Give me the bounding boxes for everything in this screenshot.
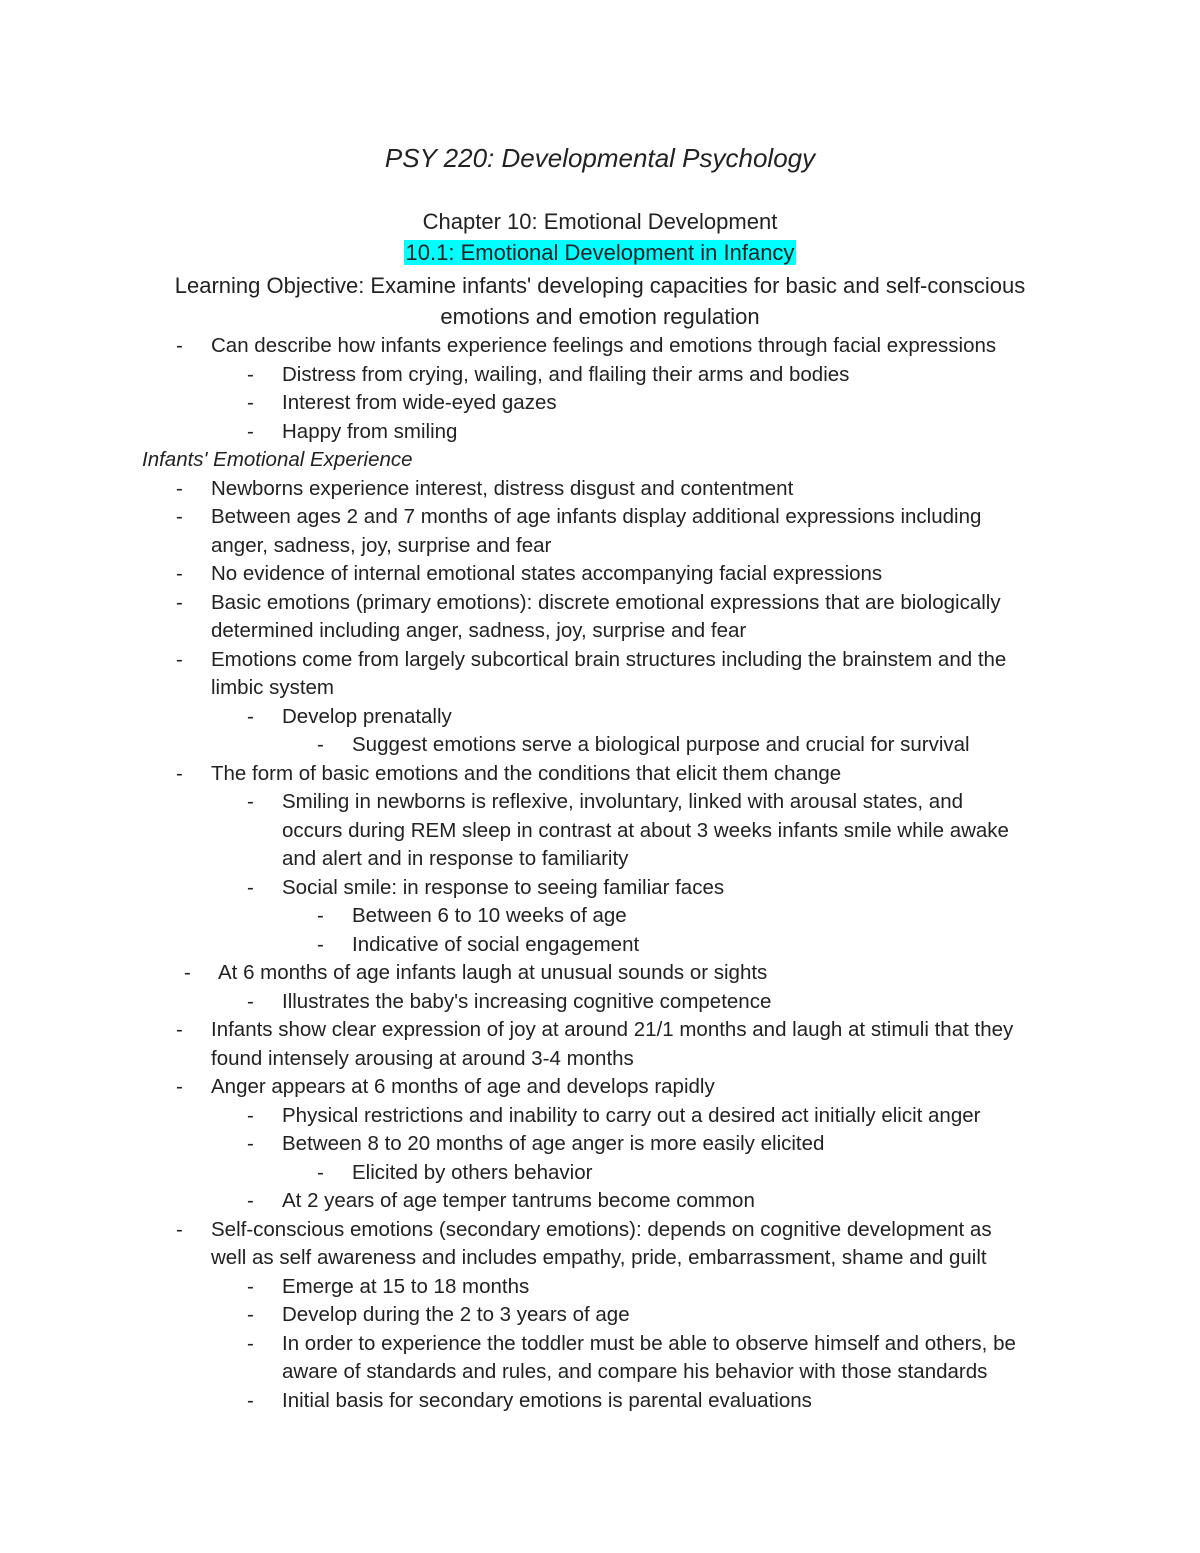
section-heading: 10.1: Emotional Development in Infancy: [405, 240, 795, 265]
bullet-dash: -: [247, 1189, 254, 1212]
outline-item-text: Basic emotions (primary emotions): discrete emotional expressions that are biologically: [211, 590, 1001, 614]
bullet-dash: -: [176, 505, 183, 528]
outline-item: [0, 1244, 1200, 1273]
outline-item: [0, 1301, 1200, 1330]
document-title: PSY 220: Developmental Psychology: [384, 143, 816, 173]
bullet-dash: -: [176, 334, 183, 357]
outline-item: [0, 475, 1200, 504]
outline-item: [0, 646, 1200, 675]
outline-item-text: Between 6 to 10 weeks of age: [352, 904, 627, 927]
outline-item: [0, 332, 1200, 361]
outline-item-text: Indicative of social engagement: [352, 932, 640, 956]
outline-item-text: Interest from wide-eyed gazes: [282, 391, 557, 414]
outline-item: [0, 361, 1200, 390]
outline-item-text: The form of basic emotions and the conditions that elicit them change: [211, 761, 842, 785]
outline-item-text: Can describe how infants experience feelings and emotions through facial expressions: [211, 334, 997, 357]
outline-item: [0, 845, 1200, 874]
outline-item-text: found intensely arousing at around 3-4 months: [211, 1046, 634, 1070]
outline-item: [0, 1073, 1200, 1102]
chapter-heading: Chapter 10: Emotional Development: [422, 209, 778, 234]
outline-item-text: Illustrates the baby's increasing cognitive competence: [282, 989, 772, 1013]
bullet-dash: -: [176, 562, 183, 585]
outline-item-text: At 2 years of age temper tantrums become common: [282, 1189, 755, 1212]
outline-item: [0, 788, 1200, 817]
bullet-dash: -: [247, 391, 254, 414]
outline-item-text: Develop prenatally: [282, 704, 452, 728]
bullet-dash: -: [176, 1075, 183, 1098]
bullet-dash: -: [317, 733, 324, 756]
outline-item-text: Distress from crying, wailing, and flailing their arms and bodies: [282, 362, 850, 386]
outline-item: [0, 731, 1200, 760]
outline-item-text: Between ages 2 and 7 months of age infants display additional expressions including: [211, 505, 982, 528]
bullet-dash: -: [317, 904, 324, 927]
outline-item: [0, 988, 1200, 1017]
outline-item: [0, 902, 1200, 931]
outline-item-text: and alert and in response to familiarity: [282, 847, 629, 870]
outline-item-text: Infants show clear expression of joy at around 21/1 months and laugh at stimuli that they: [211, 1018, 1014, 1041]
bullet-dash: -: [317, 932, 324, 956]
outline-item: [0, 503, 1200, 532]
outline-item-text: Smiling in newborns is reflexive, involuntary, linked with arousal states, and: [282, 790, 964, 813]
outline-item-text: anger, sadness, joy, surprise and fear: [211, 533, 552, 557]
outline-item-text: determined including anger, sadness, joy, surprise and fear: [211, 619, 747, 642]
outline-item-text: Happy from smiling: [282, 419, 458, 443]
outline-item: [0, 674, 1200, 703]
bullet-dash: -: [247, 1103, 254, 1127]
bullet-dash: -: [184, 961, 191, 984]
outline-item: [0, 1358, 1200, 1387]
outline-item-text: No evidence of internal emotional states accompanying facial expressions: [211, 562, 883, 585]
outline-item: [0, 1187, 1200, 1216]
outline-item: [0, 418, 1200, 447]
bullet-dash: -: [247, 1331, 254, 1355]
bullet-dash: -: [176, 1217, 183, 1241]
outline-item-text: Self-conscious emotions (secondary emotions): depends on cognitive development as: [211, 1217, 992, 1241]
outline-item: [0, 760, 1200, 789]
bullet-dash: -: [247, 1274, 254, 1298]
bullet-dash: -: [176, 761, 183, 785]
outline-item-text: Social smile: in response to seeing familiar faces: [282, 875, 725, 899]
learning-objective-line: Learning Objective: Examine infants' developing capacities for basic and self-conscious: [174, 273, 1026, 298]
bullet-dash: -: [176, 476, 183, 500]
outline-item-text: Emotions come from largely subcortical brain structures including the brainstem and the: [211, 647, 1007, 671]
outline-item: [0, 703, 1200, 732]
outline-item: [0, 874, 1200, 903]
outline-item-text: aware of standards and rules, and compare his behavior with those standards: [282, 1360, 988, 1383]
bullet-dash: -: [247, 419, 254, 443]
outline-item-text: Initial basis for secondary emotions is parental evaluations: [282, 1388, 812, 1412]
outline-item-text: Anger appears at 6 months of age and develops rapidly: [211, 1075, 715, 1098]
bullet-dash: -: [247, 1303, 254, 1326]
bullet-dash: -: [247, 362, 254, 386]
section-heading-line: [0, 238, 1200, 268]
bullet-dash: -: [176, 590, 183, 614]
outline-item-text: Elicited by others behavior: [352, 1160, 593, 1184]
outline-item: [0, 1130, 1200, 1159]
outline-item: [0, 817, 1200, 846]
bullet-dash: -: [247, 790, 254, 813]
outline-item: [0, 1102, 1200, 1131]
bullet-dash: -: [176, 647, 183, 671]
outline-item: [0, 959, 1200, 988]
bullet-dash: -: [247, 704, 254, 728]
outline-item: [0, 1330, 1200, 1359]
outline-item-text: Between 8 to 20 months of age anger is more easily elicited: [282, 1132, 825, 1155]
outline-item-text: Develop during the 2 to 3 years of age: [282, 1303, 630, 1326]
outline-item-text: Emerge at 15 to 18 months: [282, 1274, 530, 1298]
learning-objective: [0, 270, 1200, 332]
outline-item: [0, 1016, 1200, 1045]
outline-item-text: Suggest emotions serve a biological purpose and crucial for survival: [352, 733, 970, 756]
bullet-dash: -: [176, 1018, 183, 1041]
outline-item: [0, 589, 1200, 618]
outline-item: [0, 1159, 1200, 1188]
outline-item-text: Physical restrictions and inability to carry out a desired act initially elicit anger: [282, 1103, 981, 1127]
outline-item: [0, 560, 1200, 589]
bullet-dash: -: [247, 1132, 254, 1155]
subheading-line: [0, 446, 1200, 475]
section-subheading: Infants' Emotional Experience: [142, 448, 413, 471]
outline-item-text: well as self awareness and includes empathy, pride, embarrassment, shame and guilt: [211, 1246, 987, 1269]
bullet-dash: -: [317, 1160, 324, 1184]
outline-item-text: At 6 months of age infants laugh at unusual sounds or sights: [218, 961, 768, 984]
outline-item-text: Newborns experience interest, distress disgust and contentment: [211, 476, 794, 500]
outline-item-text: In order to experience the toddler must be able to observe himself and others, be: [282, 1331, 1016, 1355]
bullet-dash: -: [247, 989, 254, 1013]
outline-item: [0, 532, 1200, 561]
bullet-dash: -: [247, 875, 254, 899]
outline-item: [0, 931, 1200, 960]
learning-objective-line: emotions and emotion regulation: [440, 304, 760, 329]
outline-item: [0, 617, 1200, 646]
outline-item: [0, 1387, 1200, 1416]
outline-item: [0, 389, 1200, 418]
outline-item: [0, 1273, 1200, 1302]
notes-outline: [0, 332, 1200, 1415]
bullet-dash: -: [247, 1388, 254, 1412]
outline-item-text: occurs during REM sleep in contrast at about 3 weeks infants smile while awake: [282, 818, 1009, 842]
outline-item: [0, 1216, 1200, 1245]
outline-item: [0, 1045, 1200, 1074]
outline-item-text: limbic system: [211, 676, 335, 699]
